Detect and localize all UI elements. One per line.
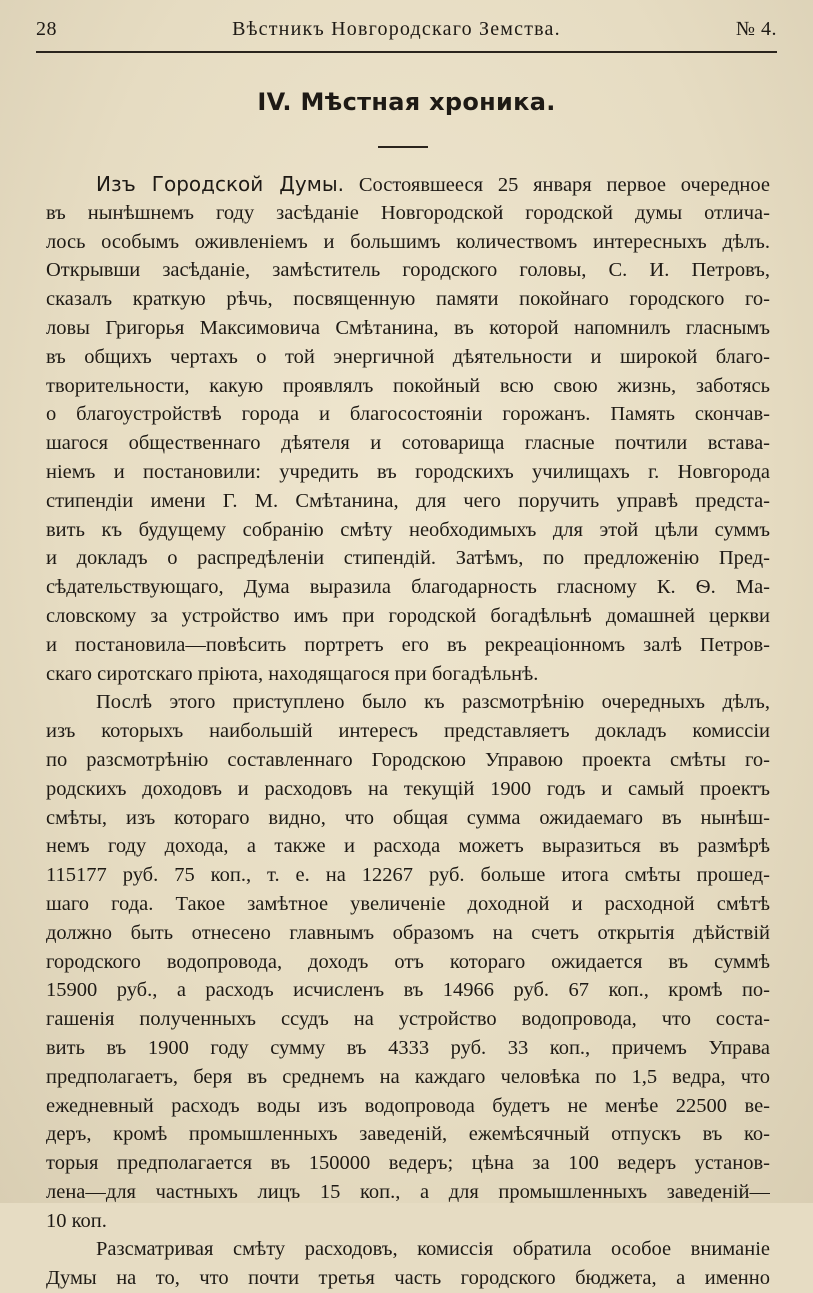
text-line: Состоявшееся 25 января первое очередное	[358, 174, 770, 196]
text-line: 10 коп.	[46, 1209, 107, 1232]
text-line: и докладъ о распредѣленіи стипендій. Затѣмъ, по предложенію Пред-	[46, 547, 770, 570]
text-line: сказалъ краткую рѣчь, посвященную памяти покойнаго городского го-	[46, 288, 770, 311]
text-line: въ нынѣшнемъ году засѣданіе Новгородской городской думы отлича-	[46, 201, 770, 224]
text-line: 115177 руб. 75 коп., т. е. на 12267 руб. больше итога смѣты прошед-	[46, 864, 770, 887]
running-header	[36, 18, 777, 48]
title-divider	[378, 146, 428, 148]
text-line: вить къ будущему собранію смѣту необходимыхъ для этой цѣли суммъ	[46, 518, 770, 541]
text-line: ловы Григорья Максимовича Смѣтанина, въ которой напомнилъ гласнымъ	[46, 316, 770, 339]
paragraph-1-first-line	[46, 170, 770, 199]
text-line: стипендіи имени Г. М. Смѣтанина, для чего поручить управѣ предста-	[46, 489, 770, 512]
journal-title: Вѣстникъ Новгородскаго Земства.	[232, 18, 561, 40]
text-line: предполагаетъ, беря въ среднемъ на каждаго человѣка по 1,5 ведра, что	[46, 1065, 770, 1088]
text-line: 15900 руб., а расходъ исчисленъ въ 14966 руб. 67 коп., кромѣ по-	[46, 979, 770, 1002]
text-line: о благоустройствѣ города и благосостояніи горожанъ. Память скончав-	[46, 403, 770, 426]
text-line: лена—для частныхъ лицъ 15 коп., а для промышленныхъ заведеній—	[46, 1180, 770, 1203]
text-line: шаго года. Такое замѣтное увеличеніе доходной и расходной смѣтѣ	[46, 892, 770, 915]
section-title: IV. Мѣстная хроника.	[257, 88, 556, 116]
paragraph-3-first-line: Разсматривая смѣту расходовъ, комиссія обратила особое вниманіе	[96, 1238, 770, 1261]
paragraph-2-first-line: Послѣ этого приступлено было къ разсмотрѣнію очередныхъ дѣлъ,	[96, 691, 770, 714]
text-line: изъ которыхъ наибольшій интересъ представляетъ докладъ комиссіи	[46, 720, 770, 743]
text-line: немъ году дохода, а также и расхода можетъ выразиться въ размѣрѣ	[46, 835, 770, 858]
text-line: скаго сиротскаго пріюта, находящагося при богадѣльнѣ.	[46, 662, 539, 685]
text-line: шагося общественнаго дѣятеля и сотоварища гласные почтили встава-	[46, 432, 770, 455]
text-line: гашенія полученныхъ ссудъ на устройство водопровода, что соста-	[46, 1008, 770, 1031]
text-line: лось особымъ оживленіемъ и большимъ количествомъ интересныхъ дѣлъ.	[46, 230, 770, 253]
text-line: творительности, какую проявлялъ покойный всю свою жизнь, заботясь	[46, 374, 770, 397]
text-line: вить въ 1900 году сумму въ 4333 руб. 33 коп., причемъ Управа	[46, 1036, 770, 1059]
text-line: по разсмотрѣнію составленнаго Городскою Управою проекта смѣты го-	[46, 748, 770, 771]
text-line: Открывши засѣданіе, замѣститель городского головы, С. И. Петровъ,	[46, 259, 770, 282]
page-number: 28	[36, 18, 57, 40]
text-line: смѣты, изъ котораго видно, что общая сумма ожидаемаго въ нынѣш-	[46, 806, 770, 829]
text-line: должно быть отнесено главнымъ образомъ на счетъ открытія дѣйствій	[46, 921, 770, 944]
text-line: городского водопровода, доходъ отъ котораго ожидается въ суммѣ	[46, 950, 770, 973]
text-line: словскому за устройство имъ при городской богадѣльнѣ домашней церкви	[46, 604, 770, 627]
text-line: Думы на то, что почти третья часть городского бюджета, а именно	[46, 1267, 770, 1290]
header-rule	[36, 51, 777, 53]
text-line: торыя предполагается въ 150000 ведеръ; цѣна за 100 ведеръ установ-	[46, 1152, 770, 1175]
issue-number: № 4.	[735, 18, 777, 40]
text-line: родскихъ доходовъ и расходовъ на текущій 1900 годъ и самый проектъ	[46, 777, 770, 800]
text-line: въ общихъ чертахъ о той энергичной дѣятельности и широкой благо-	[46, 345, 770, 368]
text-line: сѣдательствующаго, Дума выразила благодарность гласному К. Ѳ. Ма-	[46, 576, 770, 599]
paragraph-lead: Изъ Городской Думы.	[96, 172, 344, 196]
text-line: ежедневный расходъ воды изъ водопровода будетъ не менѣе 22500 ве-	[46, 1094, 770, 1117]
text-line: и постановила—повѣсить портретъ его въ рекреаціонномъ залѣ Петров-	[46, 633, 770, 656]
text-line: деръ, кромѣ промышленныхъ заведеній, ежемѣсячный отпускъ въ ко-	[46, 1123, 770, 1146]
body-text	[46, 170, 770, 1293]
text-line: ніемъ и постановили: учредить въ городскихъ училищахъ г. Новгорода	[46, 460, 770, 483]
